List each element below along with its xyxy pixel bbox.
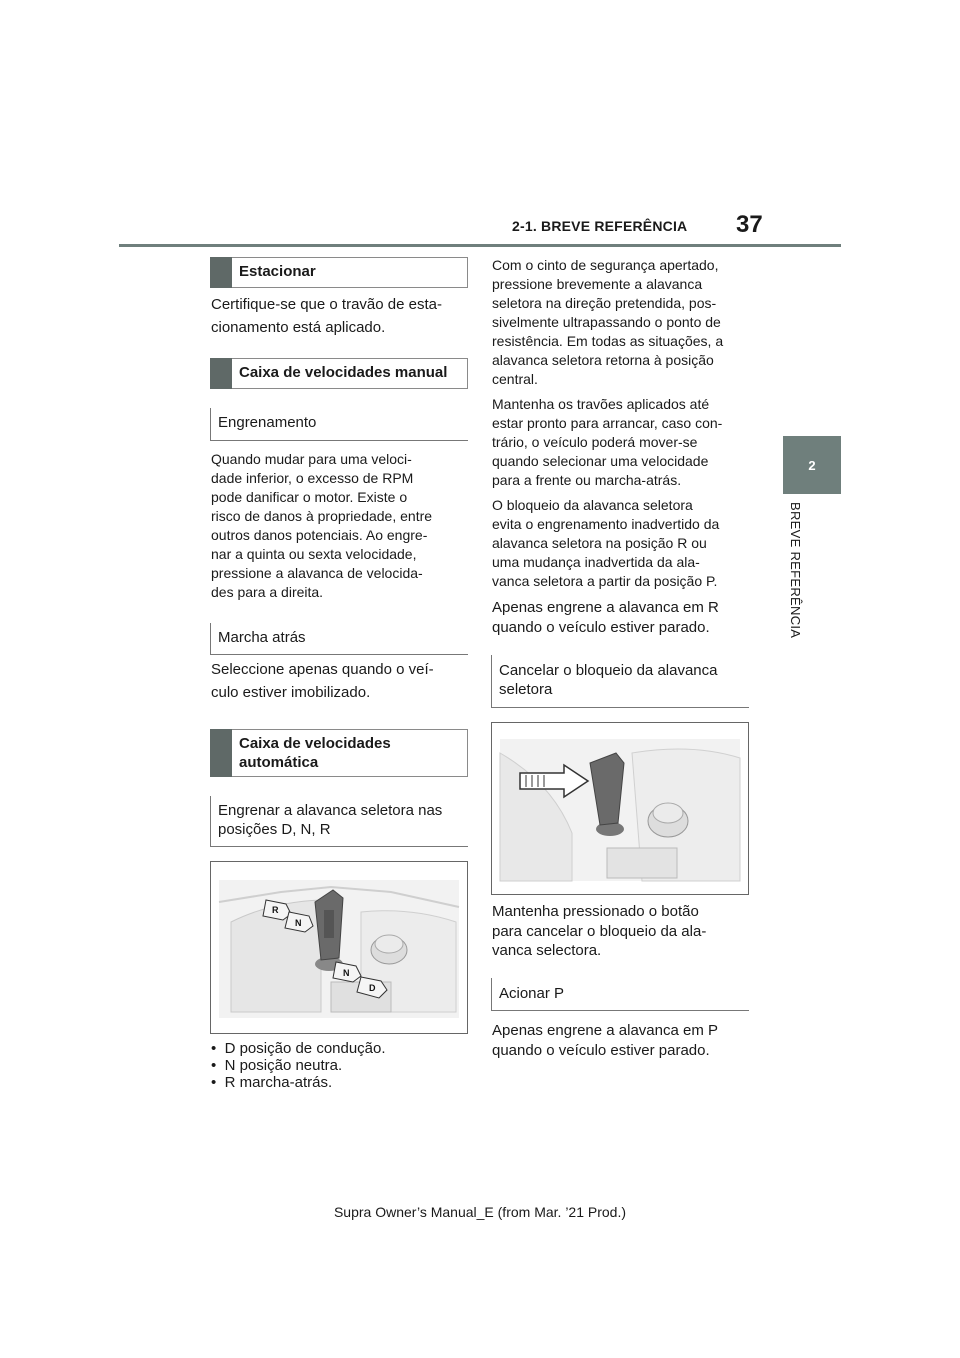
list-item-text: N posição neutra. [224,1057,343,1074]
list-item-text: R marcha-atrás. [224,1074,333,1091]
line: vanca selectora. [492,942,602,959]
line: Mantenha pressionado o botão [492,903,699,920]
gear-selector-illustration [211,862,467,1033]
engrenamento-subheading [210,408,468,441]
figure-label-r: R [272,905,279,915]
line: dade inferior, o excesso de RPM [211,470,414,486]
cancelar-subheading-text [499,661,718,699]
section-title: 2-1. BREVE REFERÊNCIA [512,218,688,234]
estacionar-heading [210,257,468,288]
engrenamento-paragraph [211,450,432,602]
figure-label-d: D [369,983,376,993]
chapter-side-label [785,502,805,662]
line: nar a quinta ou sexta velocidade, [211,546,417,562]
marcha-text-2: culo estiver imobilizado. [211,684,371,701]
line: quando o veículo estiver parado. [492,1041,710,1059]
line: evita o engrenamento inadvertido da [492,516,720,532]
figure-label-n: N [343,968,350,978]
line: alavanca seletora na posição R ou [492,535,707,551]
chapter-tab [783,436,841,494]
line: Caixa de velocidades [239,735,391,752]
acionar-subheading [491,978,749,1011]
line: risco de danos à propriedade, entre [211,508,433,524]
manual-heading-text: Caixa de velocidades manual [239,364,448,381]
manual-heading [210,358,468,389]
apenas-p-paragraph [492,1021,718,1060]
heading-bar [210,358,232,389]
estacionar-heading-text: Estacionar [239,263,316,280]
line: Cancelar o bloqueio da alavanca [499,662,718,679]
intro-paragraph [492,256,723,389]
travoes-paragraph [492,395,722,490]
line: Mantenha os travões aplicados até [492,396,710,412]
gear-selector-figure [210,861,468,1034]
engrenar-subheading-text [218,801,442,839]
line: O bloqueio da alavanca seletora [492,497,693,513]
line: des para a direita. [211,584,324,600]
line: pressione a alavanca de velocida- [211,565,423,581]
line: para cancelar o bloqueio da ala- [492,922,707,940]
line: uma mudança inadvertida da ala- [492,554,700,570]
line: quando o veículo estiver parado. [492,618,710,636]
line: para a frente ou marcha-atrás. [492,472,682,488]
line: pressione brevemente a alavanca [492,276,703,292]
line: Quando mudar para uma veloci- [211,451,412,467]
lock-release-illustration [492,723,748,894]
marcha-subheading-text: Marcha atrás [218,629,306,646]
line: Apenas engrene a alavanca em P [492,1022,718,1039]
position-list [211,1040,386,1091]
marcha-text-1: Seleccione apenas quando o veí- [211,661,434,678]
list-item: • N posição neutra. [211,1057,343,1074]
line: resistência. Em todas as situações, a [492,333,724,349]
page-number: 37 [736,211,763,238]
line: automática [239,754,319,771]
apenas-r-paragraph [492,598,719,637]
chapter-side-label-text: BREVE REFERÊNCIA [788,502,803,639]
engrenamento-subheading-text: Engrenamento [218,414,317,431]
estacionar-text-2: cionamento está aplicado. [211,319,386,336]
line: Engrenar a alavanca seletora nas [218,802,443,819]
engrenar-subheading [210,796,468,847]
line: trário, o veículo poderá mover-se [492,434,698,450]
line: vanca seletora a partir da posição P. [492,573,718,589]
line: seletora na direção pretendida, pos- [492,295,717,311]
line: Apenas engrene a alavanca em R [492,599,719,616]
auto-heading-text [239,734,461,772]
line: posições D, N, R [218,821,331,838]
chapter-number: 2 [808,457,816,473]
line: sivelmente ultrapassando o ponto de [492,314,721,330]
list-item: • D posição de condução. [211,1040,386,1057]
header-rule [119,244,841,247]
auto-heading [210,729,468,777]
list-item: • R marcha-atrás. [211,1074,333,1091]
marcha-subheading [210,623,468,655]
line: central. [492,371,538,387]
cancelar-subheading [491,655,749,708]
bloqueio-paragraph [492,496,719,591]
heading-bar [210,729,232,777]
estacionar-text-1: Certifique-se que o travão de esta- [211,296,442,313]
line: alavanca seletora retorna à posição [492,352,714,368]
line: estar pronto para arrancar, caso con- [492,415,723,431]
line: quando selecionar uma velocidade [492,453,709,469]
acionar-subheading-text: Acionar P [499,985,565,1002]
lock-release-figure [491,722,749,895]
line: outros danos potenciais. Ao engre- [211,527,428,543]
list-item-text: D posição de condução. [224,1040,386,1057]
mantenha-paragraph [492,902,706,961]
line: Com o cinto de segurança apertado, [492,257,719,273]
heading-bar [210,257,232,288]
line: pode danificar o motor. Existe o [211,489,408,505]
figure-label-n: N [295,918,302,928]
footer-text: Supra Owner’s Manual_E (from Mar. ’21 Prod.) [333,1204,627,1220]
line: seletora [499,681,553,698]
